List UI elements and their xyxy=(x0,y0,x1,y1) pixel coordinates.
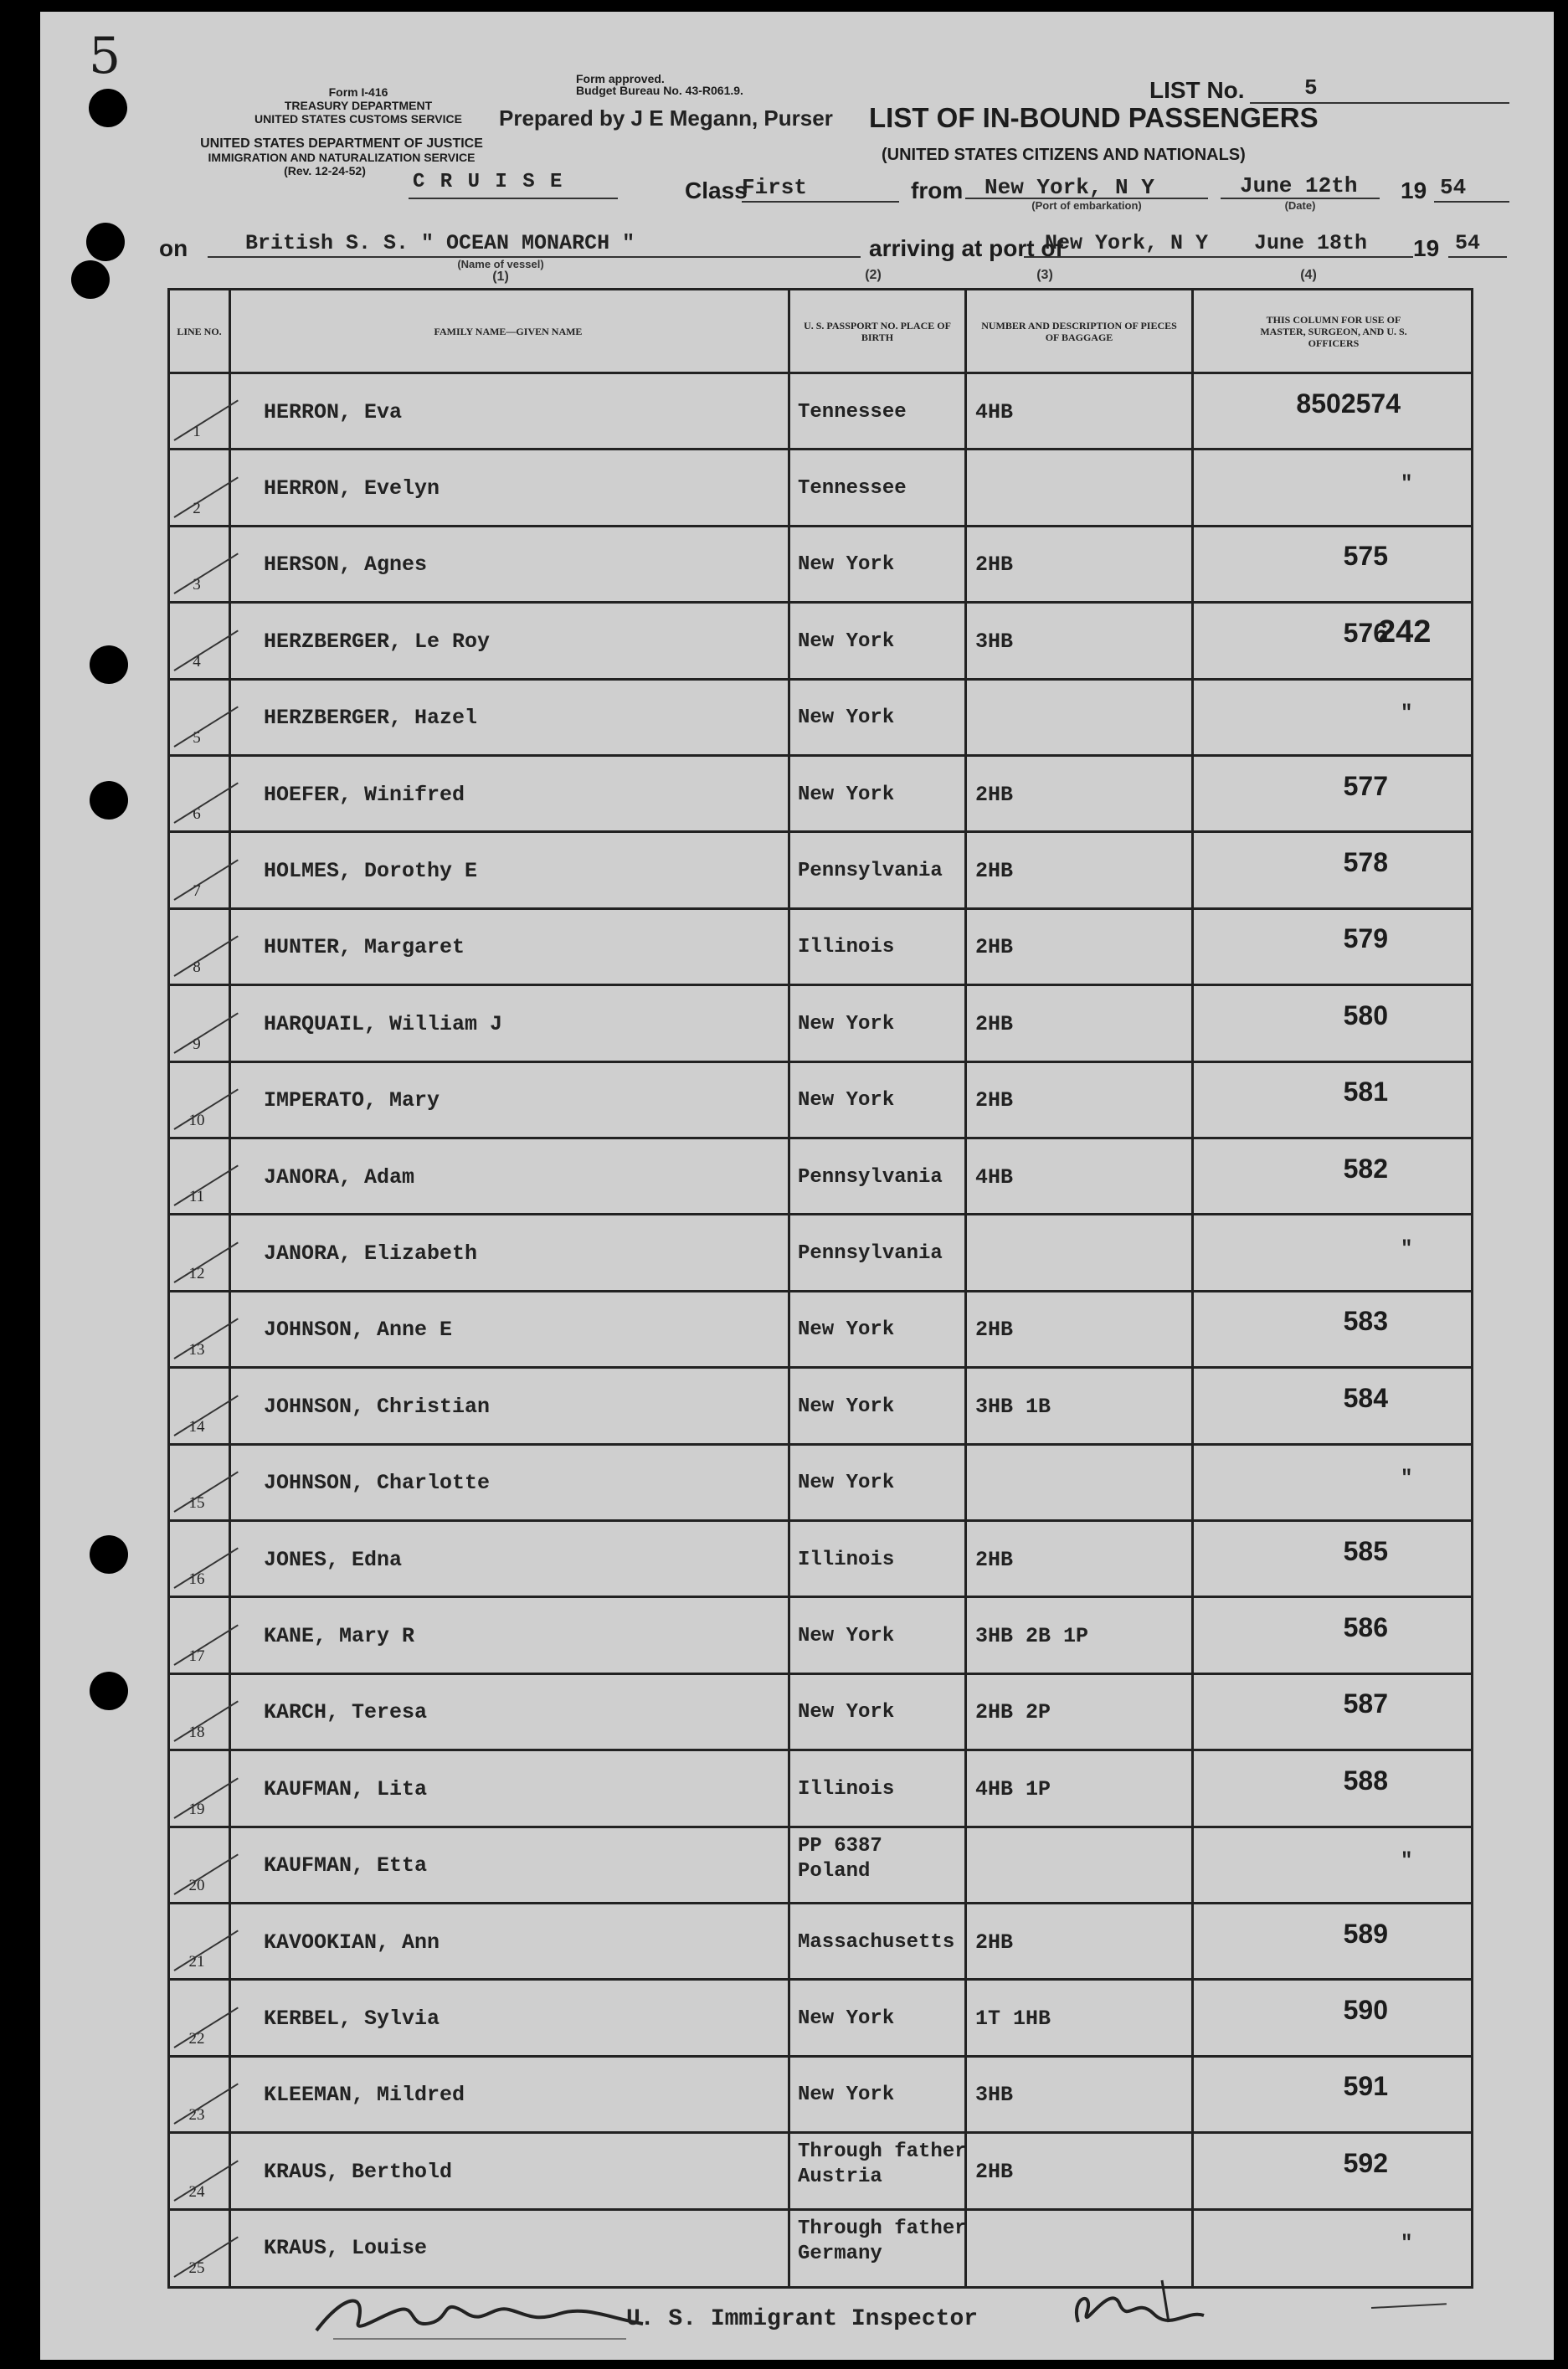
passenger-name: KRAUS, Louise xyxy=(264,2236,428,2261)
passenger-name: KARCH, Teresa xyxy=(264,1700,428,1725)
line-number: 2 xyxy=(193,499,201,517)
col-header-line: LINE NO. xyxy=(177,325,222,337)
passenger-name: JOHNSON, Anne E xyxy=(264,1318,453,1343)
officer-number: 579 xyxy=(1343,923,1388,954)
line-number: 13 xyxy=(188,1341,205,1359)
baggage: 2HB xyxy=(975,1547,1014,1572)
class-label: Class xyxy=(685,177,748,203)
table-row xyxy=(170,1443,1471,1519)
officer-number: 575 xyxy=(1343,541,1388,572)
place-of-birth: Illinois xyxy=(798,936,895,959)
passenger-name: HERRON, Evelyn xyxy=(264,476,440,501)
col-marker-2: (2) xyxy=(865,268,882,282)
officer-number: 589 xyxy=(1343,1918,1388,1949)
baggage: 3HB xyxy=(975,2083,1014,2108)
baggage: 3HB 2B 1P xyxy=(975,1624,1089,1649)
arriving-label: arriving at port of xyxy=(869,235,1063,261)
table-row xyxy=(170,372,1471,448)
prepared-by: Prepared by J E Megann, Purser xyxy=(499,105,833,131)
form-approved: Form approved. xyxy=(576,72,665,85)
manifest-page xyxy=(40,12,1554,2360)
place-of-birth: Tennessee xyxy=(798,477,907,501)
ditto-mark: " xyxy=(1401,1467,1413,1491)
cruise-label: C R U I S E xyxy=(413,171,564,193)
place-of-birth: Massachusetts xyxy=(798,1930,955,1954)
place-of-birth: New York xyxy=(798,1701,895,1724)
passenger-name: KAVOOKIAN, Ann xyxy=(264,1930,440,1955)
passenger-name: KLEEMAN, Mildred xyxy=(264,2083,465,2108)
punch-hole xyxy=(86,223,125,261)
line-number: 10 xyxy=(188,1111,205,1129)
table-row xyxy=(170,830,1471,907)
col-header-baggage: NUMBER AND DESCRIPTION OF PIECES OF BAGGAGE xyxy=(981,319,1177,343)
baggage: 2HB xyxy=(975,1011,1014,1036)
punch-hole xyxy=(71,260,110,299)
table-row xyxy=(170,1978,1471,2054)
place-of-birth: New York xyxy=(798,553,895,577)
rev-date: (Rev. 12-24-52) xyxy=(284,164,366,177)
place-of-birth: Pennsylvania xyxy=(798,1165,943,1189)
col-marker-4: (4) xyxy=(1300,268,1317,282)
passenger-name: HOEFER, Winifred xyxy=(264,782,465,807)
from-value: New York, N Y xyxy=(984,175,1154,200)
baggage: 2HB xyxy=(975,552,1014,578)
arrival-port: New York, N Y xyxy=(1045,231,1209,255)
line-number: 20 xyxy=(188,1876,205,1894)
punch-hole xyxy=(90,645,128,684)
margin-mark: 5 xyxy=(89,27,121,85)
line-number: 14 xyxy=(188,1417,205,1436)
line-number: 8 xyxy=(193,958,201,977)
place-of-birth: New York xyxy=(798,1318,895,1342)
officer-number: 576 xyxy=(1343,617,1388,648)
baggage: 4HB xyxy=(975,399,1014,424)
customs-service: UNITED STATES CUSTOMS SERVICE xyxy=(254,112,462,126)
table-row xyxy=(170,448,1471,524)
table-row xyxy=(170,984,1471,1060)
table-row xyxy=(170,1519,1471,1596)
officer-number: 591 xyxy=(1343,2071,1388,2102)
officer-number: 590 xyxy=(1343,1995,1388,2026)
punch-hole xyxy=(90,1672,128,1710)
table-row xyxy=(170,1213,1471,1289)
on-label: on xyxy=(159,235,188,261)
arrival-year-prefix: 19 xyxy=(1413,235,1440,261)
ins: IMMIGRATION AND NATURALIZATION SERVICE xyxy=(208,151,476,164)
inspector-initials xyxy=(1062,2264,1246,2339)
place-of-birth: New York xyxy=(798,2007,895,2031)
place-of-birth: Illinois xyxy=(798,1548,895,1571)
place-of-birth: New York xyxy=(798,783,895,806)
officer-number: 582 xyxy=(1343,1153,1388,1184)
treasury-department: TREASURY DEPARTMENT xyxy=(284,99,433,112)
officer-number: 592 xyxy=(1343,2147,1388,2178)
passenger-name: KAUFMAN, Etta xyxy=(264,1853,428,1878)
place-of-birth: Through father Germany xyxy=(798,2217,967,2265)
passenger-name: JANORA, Adam xyxy=(264,1164,415,1190)
col-header-officers: THIS COLUMN FOR USE OF MASTER, SURGEON, AND U. S. OFFICERS xyxy=(1260,313,1407,349)
passenger-name: HERRON, Eva xyxy=(264,399,403,424)
place-of-birth: Through father Austria xyxy=(798,2140,967,2189)
ditto-mark: " xyxy=(1401,1238,1413,1262)
passenger-name: KAUFMAN, Lita xyxy=(264,1776,428,1801)
date-caption: (Date) xyxy=(1284,199,1316,212)
baggage: 2HB 2P xyxy=(975,1700,1051,1725)
table-row xyxy=(170,1749,1471,1825)
officer-number: 583 xyxy=(1343,1306,1388,1337)
ditto-mark: " xyxy=(1401,2233,1413,2256)
embark-date: June 12th xyxy=(1240,173,1358,198)
officer-number: 587 xyxy=(1343,1688,1388,1719)
officer-number: 580 xyxy=(1343,1000,1388,1030)
line-number: 22 xyxy=(188,2029,205,2048)
table-row xyxy=(170,754,1471,830)
place-of-birth: New York xyxy=(798,1472,895,1495)
table-row xyxy=(170,1290,1471,1366)
line-number: 15 xyxy=(188,1493,205,1512)
passenger-name: HERZBERGER, Le Roy xyxy=(264,629,491,654)
baggage: 4HB 1P xyxy=(975,1776,1051,1801)
list-no-label: LIST No. xyxy=(1149,77,1245,103)
place-of-birth: PP 6387 Poland xyxy=(798,1834,882,1883)
line-number: 18 xyxy=(188,1724,205,1742)
table-row xyxy=(170,1673,1471,1749)
passenger-name: HUNTER, Margaret xyxy=(264,935,465,960)
line-number: 5 xyxy=(193,728,201,747)
line-number: 6 xyxy=(193,805,201,824)
line-number: 17 xyxy=(188,1647,205,1665)
ditto-mark: " xyxy=(1401,473,1413,496)
punch-hole xyxy=(89,89,127,127)
place-of-birth: Pennsylvania xyxy=(798,860,943,883)
inspector-signature xyxy=(308,2264,660,2347)
line-number: 3 xyxy=(193,576,201,594)
table-row xyxy=(170,1596,1471,1672)
passenger-name: HOLMES, Dorothy E xyxy=(264,859,478,884)
table-row xyxy=(170,1366,1471,1442)
table-row xyxy=(170,2055,1471,2131)
officer-number: 586 xyxy=(1343,1612,1388,1643)
baggage: 2HB xyxy=(975,935,1014,960)
officer-number: 577 xyxy=(1343,770,1388,801)
table-row xyxy=(170,1826,1471,1902)
officer-number: 8502574 xyxy=(1296,388,1401,419)
table-row xyxy=(170,2131,1471,2207)
line-number: 24 xyxy=(188,2182,205,2201)
arrival-date: June 18th xyxy=(1254,231,1368,255)
line-number: 16 xyxy=(188,1570,205,1589)
embark-year: 54 xyxy=(1440,175,1467,200)
table-row xyxy=(170,1902,1471,1978)
passenger-name: KANE, Mary R xyxy=(264,1624,415,1649)
passenger-name: KRAUS, Berthold xyxy=(264,2159,453,2184)
baggage: 3HB 1B xyxy=(975,1394,1051,1419)
table-row xyxy=(170,678,1471,754)
officer-number: 588 xyxy=(1343,1765,1388,1796)
ditto-mark: " xyxy=(1401,702,1413,726)
baggage: 2HB xyxy=(975,1930,1014,1955)
table-row xyxy=(170,907,1471,984)
baggage: 2HB xyxy=(975,1088,1014,1113)
place-of-birth: New York xyxy=(798,1089,895,1113)
vessel-caption: (Name of vessel) xyxy=(457,258,544,270)
place-of-birth: Tennessee xyxy=(798,400,907,424)
list-subtitle: (UNITED STATES CITIZENS AND NATIONALS) xyxy=(882,146,1246,164)
place-of-birth: Illinois xyxy=(798,1777,895,1801)
officer-number: 584 xyxy=(1343,1382,1388,1413)
baggage: 2HB xyxy=(975,1318,1014,1343)
table-row xyxy=(170,1137,1471,1213)
line-number: 11 xyxy=(188,1188,205,1206)
officer-number: 578 xyxy=(1343,847,1388,878)
passenger-name: HARQUAIL, William J xyxy=(264,1011,503,1036)
table-row xyxy=(170,601,1471,677)
officer-number: 585 xyxy=(1343,1535,1388,1566)
passenger-name: JOHNSON, Charlotte xyxy=(264,1471,491,1496)
passenger-name: JONES, Edna xyxy=(264,1547,403,1572)
passenger-name: JANORA, Elizabeth xyxy=(264,1241,478,1267)
place-of-birth: New York xyxy=(798,1395,895,1418)
baggage: 2HB xyxy=(975,782,1014,807)
place-of-birth: Pennsylvania xyxy=(798,1242,943,1266)
line-number: 1 xyxy=(193,423,201,441)
place-of-birth: New York xyxy=(798,2084,895,2107)
form-number: Form I-416 xyxy=(328,85,388,99)
dept-of-justice: UNITED STATES DEPARTMENT OF JUSTICE xyxy=(200,136,483,151)
line-number: 23 xyxy=(188,2106,205,2125)
place-of-birth: New York xyxy=(798,630,895,653)
baggage: 1T 1HB xyxy=(975,2007,1051,2032)
list-no-value: 5 xyxy=(1304,75,1318,100)
budget-bureau: Budget Bureau No. 43-R061.9. xyxy=(576,84,743,97)
list-title: LIST OF IN-BOUND PASSENGERS xyxy=(869,102,1319,133)
baggage: 3HB xyxy=(975,629,1014,654)
inspector-label: U. S. Immigrant Inspector xyxy=(626,2306,979,2332)
punch-hole xyxy=(90,1535,128,1574)
line-number: 19 xyxy=(188,1800,205,1818)
place-of-birth: New York xyxy=(798,707,895,730)
class-value: First xyxy=(742,175,808,200)
line-number: 12 xyxy=(188,1264,205,1282)
col-marker-1: (1) xyxy=(492,270,509,284)
table-row xyxy=(170,525,1471,601)
from-caption: (Port of embarkation) xyxy=(1031,199,1142,212)
passenger-name: HERZBERGER, Hazel xyxy=(264,706,478,731)
row4-annotation: 242 xyxy=(1378,614,1432,650)
baggage: 4HB xyxy=(975,1164,1014,1190)
col-marker-3: (3) xyxy=(1036,268,1053,282)
place-of-birth: New York xyxy=(798,1625,895,1648)
passenger-table xyxy=(167,288,1473,2289)
punch-hole xyxy=(90,781,128,820)
vessel-name: British S. S. " OCEAN MONARCH " xyxy=(245,231,635,255)
officer-number: 581 xyxy=(1343,1077,1388,1107)
place-of-birth: New York xyxy=(798,1012,895,1035)
baggage: 2HB xyxy=(975,2159,1014,2184)
col-header-name: FAMILY NAME—GIVEN NAME xyxy=(434,325,583,337)
passenger-name: HERSON, Agnes xyxy=(264,552,428,578)
table-row xyxy=(170,1061,1471,1137)
col-header-passport: U. S. PASSPORT NO. PLACE OF BIRTH xyxy=(804,319,951,343)
line-number: 25 xyxy=(188,2259,205,2277)
from-label: from xyxy=(911,177,964,203)
embark-year-prefix: 19 xyxy=(1401,177,1427,203)
passenger-name: JOHNSON, Christian xyxy=(264,1394,491,1419)
passenger-name: IMPERATO, Mary xyxy=(264,1088,440,1113)
baggage: 2HB xyxy=(975,859,1014,884)
line-number: 4 xyxy=(193,652,201,671)
line-number: 7 xyxy=(193,881,201,900)
passenger-name: KERBEL, Sylvia xyxy=(264,2007,440,2032)
line-number: 9 xyxy=(193,1035,201,1053)
arrival-year: 54 xyxy=(1455,231,1481,255)
line-number: 21 xyxy=(188,1953,205,1971)
ditto-mark: " xyxy=(1401,1850,1413,1873)
